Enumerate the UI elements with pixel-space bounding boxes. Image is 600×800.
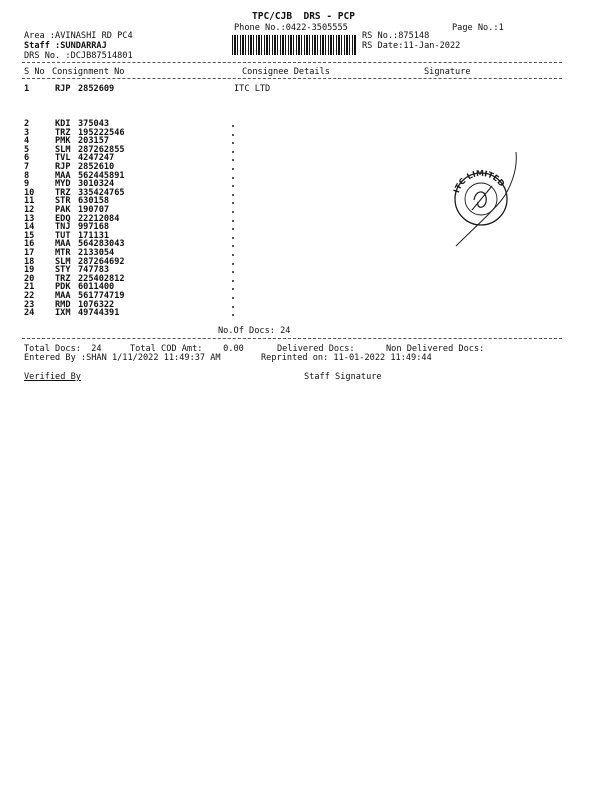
consignee-placeholder-dot (232, 220, 234, 222)
first-row-number: 2852609 (78, 84, 115, 94)
entered-by: Entered By :SHAN 1/11/2022 11:49:37 AM (24, 353, 221, 363)
row-prefix: RJP (55, 162, 71, 172)
row-number: 190707 (78, 205, 110, 215)
row-sno: 14 (24, 222, 35, 233)
column-sno: S No (24, 67, 45, 77)
consignee-placeholder-dot (232, 202, 234, 204)
consignee-placeholder-dot (232, 185, 234, 187)
consignee-placeholder-dot (232, 159, 234, 161)
row-prefix: MTR (55, 248, 71, 258)
row-prefix: PDK (55, 282, 71, 293)
staff-label: Staff :SUNDARRAJ (24, 41, 107, 51)
row-prefix: KDI (55, 119, 71, 129)
row-sno: 10 (24, 187, 35, 198)
column-consignee: Consignee Details (242, 67, 330, 77)
row-number: 195222546 (78, 127, 125, 138)
column-consignment: Consignment No (52, 67, 125, 77)
header-divider-top (22, 62, 562, 63)
row-number: 562445891 (78, 170, 125, 181)
row-number: 49744391 (78, 308, 120, 319)
row-number: 3010324 (78, 179, 115, 190)
row-number: 335424765 (78, 187, 125, 198)
row-number: 564283043 (78, 239, 125, 250)
signature-scribble (448, 150, 528, 250)
row-prefix: MAA (55, 170, 71, 181)
row-prefix: IXM (55, 308, 71, 319)
row-sno: 24 (24, 308, 35, 319)
row-number: 1076322 (78, 299, 115, 310)
consignee-placeholder-dot (232, 314, 234, 316)
row-sno: 11 (24, 196, 35, 207)
row-sno: 13 (24, 213, 35, 224)
row-sno: 19 (24, 265, 35, 276)
row-sno: 12 (24, 205, 35, 215)
row-sno: 18 (24, 256, 35, 267)
column-signature: Signature (424, 67, 471, 77)
total-cod-amount: Total COD Amt: 0.00 (130, 344, 244, 354)
consignee-placeholder-dot (232, 228, 234, 230)
row-number: 747783 (78, 265, 110, 276)
row-number: 171131 (78, 230, 110, 241)
row-prefix: STY (55, 265, 71, 276)
row-number: 2852610 (78, 162, 115, 172)
row-sno: 2 (24, 119, 30, 129)
row-sno: 17 (24, 248, 35, 258)
row-sno: 22 (24, 291, 35, 301)
consignee-placeholder-dot (232, 142, 234, 144)
row-sno: 6 (24, 153, 30, 164)
verified-by: Verified By (24, 372, 81, 382)
consignee-placeholder-dot (232, 168, 234, 170)
consignee-placeholder-dot (232, 194, 234, 196)
phone-number: Phone No.:0422-3505555 (234, 23, 348, 33)
row-prefix: MYD (55, 179, 71, 190)
row-number: 6011400 (78, 282, 115, 293)
row-sno: 9 (24, 179, 30, 190)
row-prefix: TUT (55, 230, 71, 241)
staff-signature: Staff Signature (304, 372, 382, 382)
first-row-prefix: RJP (55, 84, 71, 94)
row-prefix: PMK (55, 136, 71, 147)
consignee-placeholder-dot (232, 125, 234, 127)
row-number: 225402812 (78, 273, 125, 284)
consignee-placeholder-dot (232, 134, 234, 136)
header-divider-bottom (22, 78, 562, 79)
consignee-placeholder-dot (232, 280, 234, 282)
row-number: 287262855 (78, 144, 125, 155)
area-label: Area :AVINASHI RD PC4 (24, 31, 133, 41)
row-prefix: TRZ (55, 273, 71, 284)
row-number: 561774719 (78, 291, 125, 301)
row-number: 22212084 (78, 213, 120, 224)
row-number: 375043 (78, 119, 110, 129)
row-number: 203157 (78, 136, 110, 147)
consignee-placeholder-dot (232, 263, 234, 265)
stamp-text: ITC LIMITED (452, 168, 507, 194)
consignee-placeholder-dot (232, 271, 234, 273)
row-sno: 15 (24, 230, 35, 241)
first-row-consignee: ITC LTD (234, 84, 271, 94)
rs-date: RS Date:11-Jan-2022 (362, 41, 461, 51)
drs-number: DRS No. :DCJB87514801 (24, 51, 133, 61)
consignee-placeholder-dot (232, 151, 234, 153)
consignee-placeholder-dot (232, 245, 234, 247)
row-prefix: SLM (55, 256, 71, 267)
row-sno: 16 (24, 239, 35, 250)
row-prefix: STR (55, 196, 71, 207)
document-title: TPC/CJB DRS - PCP (252, 11, 355, 22)
row-sno: 7 (24, 162, 30, 172)
row-sno: 21 (24, 282, 35, 293)
row-sno: 5 (24, 144, 30, 155)
consignee-placeholder-dot (232, 177, 234, 179)
row-number: 287264692 (78, 256, 125, 267)
row-prefix: PAK (55, 205, 71, 215)
row-sno: 23 (24, 299, 35, 310)
row-prefix: MAA (55, 239, 71, 250)
no-of-docs: No.Of Docs: 24 (218, 326, 291, 336)
consignee-placeholder-dot (232, 237, 234, 239)
row-prefix: TRZ (55, 127, 71, 138)
row-number: 997168 (78, 222, 110, 233)
footer-divider (22, 338, 562, 339)
page-number: Page No.:1 (452, 23, 504, 33)
row-prefix: TVL (55, 153, 71, 164)
consignee-placeholder-dot (232, 254, 234, 256)
row-sno: 4 (24, 136, 30, 147)
row-prefix: EDQ (55, 213, 71, 224)
row-prefix: TRZ (55, 187, 71, 198)
row-sno: 3 (24, 127, 30, 138)
row-sno: 8 (24, 170, 30, 181)
row-number: 4247247 (78, 153, 115, 164)
reprinted-on: Reprinted on: 11-01-2022 11:49:44 (261, 353, 432, 363)
barcode (232, 35, 356, 55)
row-prefix: MAA (55, 291, 71, 301)
row-number: 2133054 (78, 248, 115, 258)
total-docs: Total Docs: 24 (24, 344, 102, 354)
non-delivered-docs: Non Delivered Docs: (386, 344, 485, 354)
consignee-placeholder-dot (232, 211, 234, 213)
consignee-placeholder-dot (232, 288, 234, 290)
row-sno: 20 (24, 273, 35, 284)
consignee-placeholder-dot (232, 297, 234, 299)
row-number: 630158 (78, 196, 110, 207)
row-prefix: SLM (55, 144, 71, 155)
delivered-docs: Delivered Docs: (277, 344, 355, 354)
row-prefix: TNJ (55, 222, 71, 233)
consignee-placeholder-dot (232, 306, 234, 308)
rs-number: RS No.:875148 (362, 31, 430, 41)
row-prefix: RMD (55, 299, 71, 310)
first-row-sno: 1 (24, 84, 30, 94)
